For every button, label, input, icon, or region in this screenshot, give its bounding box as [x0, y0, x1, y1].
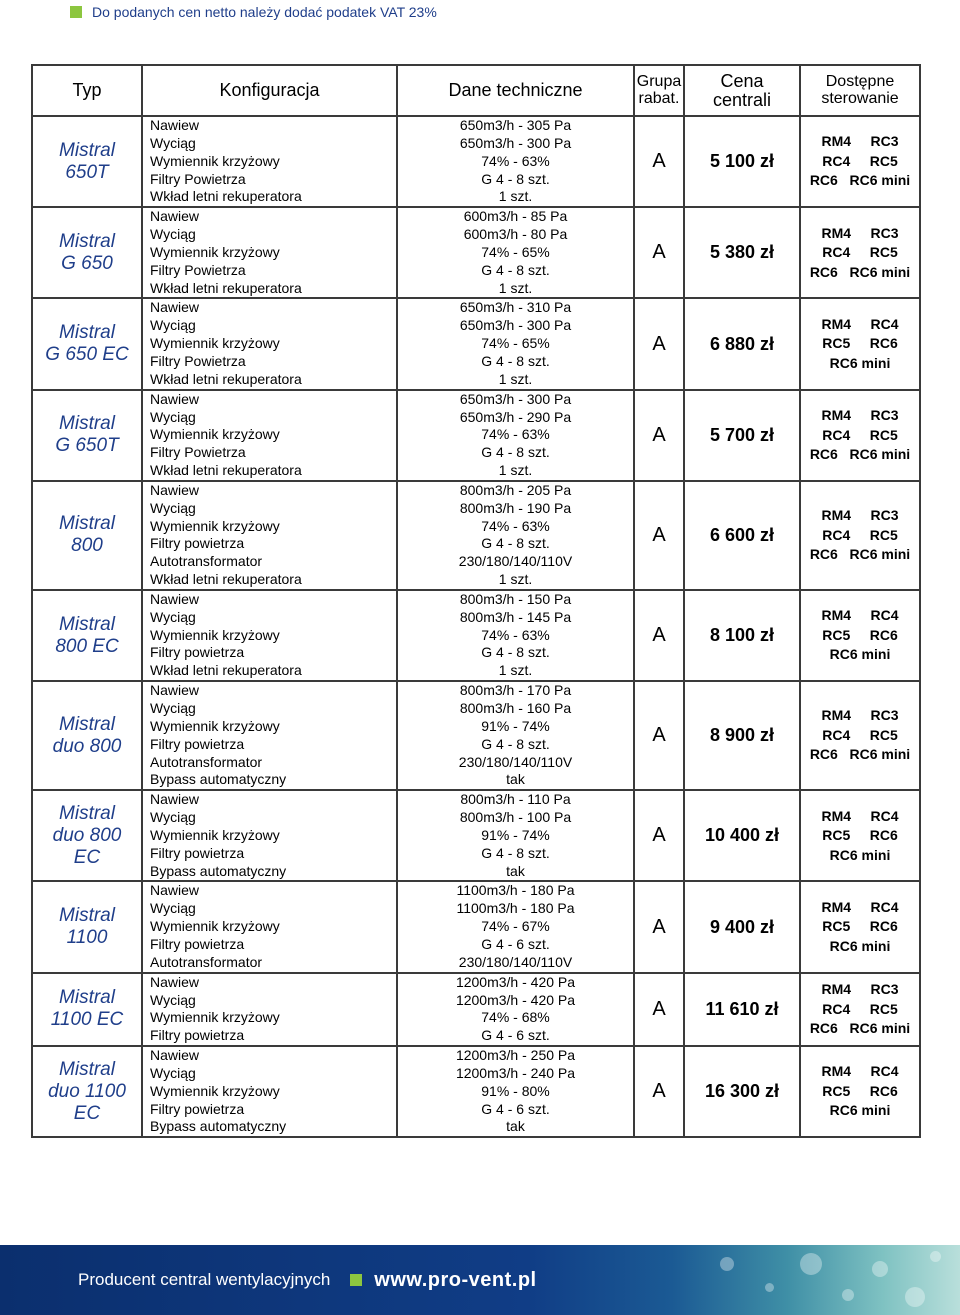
- configuration-item: Filtry powietrza: [150, 844, 245, 861]
- technical-data-cell: [397, 881, 634, 972]
- model-name-line: Mistral: [59, 987, 115, 1009]
- configuration-cell: [142, 390, 397, 481]
- control-option-line: RC4 RC5: [822, 1000, 898, 1017]
- control-option-line: RC6 RC6 mini: [809, 746, 911, 763]
- model-name-cell: [32, 481, 142, 590]
- model-name-cell: [32, 207, 142, 298]
- technical-data-item: G 4 - 8 szt.: [481, 844, 550, 861]
- discount-group-cell: A: [634, 590, 684, 681]
- table-body: [32, 116, 920, 1137]
- configuration-item: Wymiennik krzyżowy: [150, 626, 280, 643]
- footer-banner: [0, 1245, 960, 1315]
- available-controls-cell: [800, 590, 920, 681]
- table-row: [32, 390, 920, 481]
- technical-data-item: 1 szt.: [498, 370, 533, 387]
- technical-data-item: 650m3/h - 300 Pa: [459, 134, 572, 151]
- configuration-item: Wymiennik krzyżowy: [150, 517, 280, 534]
- control-option-line: RC5 RC6: [822, 827, 898, 844]
- control-option-line: RM4 RC4: [821, 607, 899, 624]
- price-table: [31, 64, 921, 1138]
- model-name-line: 800: [71, 535, 103, 557]
- technical-data-item: 74% - 67%: [481, 918, 550, 935]
- table-row: [32, 881, 920, 972]
- col-header-typ: Typ: [32, 65, 142, 116]
- technical-data-item: G 4 - 8 szt.: [481, 261, 550, 278]
- configuration-cell: [142, 973, 397, 1046]
- technical-data-item: tak: [506, 1118, 525, 1135]
- technical-data-item: 1 szt.: [498, 462, 533, 479]
- green-square-icon: [70, 6, 82, 18]
- configuration-item: Wkład letni rekuperatora: [150, 571, 302, 588]
- available-controls-cell: [800, 881, 920, 972]
- technical-data-cell: [397, 481, 634, 590]
- col-header-konfiguracja: Konfiguracja: [142, 65, 397, 116]
- technical-data-item: 230/180/140/110V: [458, 753, 573, 770]
- technical-data-cell: [397, 116, 634, 207]
- configuration-item: Wymiennik krzyżowy: [150, 918, 280, 935]
- configuration-item: Nawiew: [150, 791, 200, 808]
- configuration-item: Wkład letni rekuperatora: [150, 370, 302, 387]
- control-option-line: RC4 RC5: [822, 526, 898, 543]
- price-cell: 6 880 zł: [684, 298, 800, 389]
- configuration-item: Wyciąg: [150, 1064, 196, 1081]
- control-option-line: RC6 RC6 mini: [809, 446, 911, 463]
- model-name-line: Mistral: [59, 322, 115, 344]
- technical-data-item: 800m3/h - 145 Pa: [459, 608, 572, 625]
- control-option-line: RC6 RC6 mini: [809, 263, 911, 280]
- model-name-line: 650T: [65, 161, 109, 183]
- control-option-line: RM4 RC3: [821, 407, 899, 424]
- technical-data-item: 800m3/h - 110 Pa: [460, 791, 571, 808]
- configuration-cell: [142, 590, 397, 681]
- technical-data-item: 91% - 74%: [481, 826, 550, 843]
- technical-data-cell: [397, 1046, 634, 1137]
- control-option-line: RM4 RC3: [821, 133, 899, 150]
- technical-data-item: 1 szt.: [498, 662, 533, 679]
- control-option-line: RM4 RC3: [821, 224, 899, 241]
- technical-data-item: G 4 - 8 szt.: [481, 444, 550, 461]
- table-row: [32, 590, 920, 681]
- control-option-line: RC4 RC5: [822, 726, 898, 743]
- model-name-line: G 650T: [55, 435, 119, 457]
- configuration-item: Wymiennik krzyżowy: [150, 335, 280, 352]
- technical-data-item: tak: [506, 771, 525, 788]
- configuration-item: Wkład letni rekuperatora: [150, 462, 302, 479]
- control-option-line: RC5 RC6: [822, 626, 898, 643]
- configuration-item: Wymiennik krzyżowy: [150, 1082, 280, 1099]
- control-option-line: RC4 RC5: [822, 244, 898, 261]
- website-link[interactable]: www.pro-vent.pl: [374, 1268, 537, 1291]
- model-name-line: Mistral: [59, 713, 115, 735]
- price-cell: 8 900 zł: [684, 681, 800, 790]
- model-name-line: EC: [73, 1102, 101, 1124]
- technical-data-cell: [397, 207, 634, 298]
- configuration-item: Autotransformator: [150, 753, 263, 770]
- control-option-line: RM4 RC4: [821, 807, 899, 824]
- technical-data-item: 230/180/140/110V: [458, 953, 573, 970]
- col-header-grupa-line: Grupa: [636, 72, 682, 90]
- technical-data-item: 91% - 74%: [481, 717, 550, 734]
- discount-group-cell: A: [634, 390, 684, 481]
- technical-data-item: 74% - 65%: [481, 335, 550, 352]
- configuration-item: Bypass automatyczny: [150, 771, 287, 788]
- table-row: [32, 298, 920, 389]
- technical-data-item: G 4 - 8 szt.: [481, 352, 550, 369]
- col-header-dane: Dane techniczne: [397, 65, 634, 116]
- technical-data-cell: [397, 590, 634, 681]
- discount-group-cell: A: [634, 681, 684, 790]
- configuration-item: Wyciąg: [150, 991, 196, 1008]
- technical-data-item: 800m3/h - 100 Pa: [459, 809, 572, 826]
- price-cell: 16 300 zł: [684, 1046, 800, 1137]
- technical-data-item: 230/180/140/110V: [458, 553, 573, 570]
- technical-data-item: 800m3/h - 205 Pa: [459, 481, 572, 498]
- table-row: [32, 973, 920, 1046]
- water-drop-decoration: [872, 1261, 888, 1277]
- discount-group-cell: A: [634, 1046, 684, 1137]
- configuration-item: Nawiew: [150, 481, 200, 498]
- configuration-item: Autotransformator: [150, 553, 263, 570]
- configuration-item: Wyciąg: [150, 408, 196, 425]
- configuration-cell: [142, 298, 397, 389]
- price-cell: 5 700 zł: [684, 390, 800, 481]
- model-name-cell: [32, 681, 142, 790]
- technical-data-item: 74% - 63%: [481, 152, 550, 169]
- technical-data-item: 1200m3/h - 420 Pa: [455, 973, 576, 990]
- control-option-line: RM4 RC3: [821, 981, 899, 998]
- technical-data-item: G 4 - 6 szt.: [481, 935, 550, 952]
- technical-data-item: 650m3/h - 290 Pa: [459, 408, 572, 425]
- configuration-cell: [142, 1046, 397, 1137]
- configuration-item: Wymiennik krzyżowy: [150, 243, 280, 260]
- technical-data-cell: [397, 790, 634, 881]
- vat-note: [70, 2, 437, 22]
- configuration-item: Wymiennik krzyżowy: [150, 826, 280, 843]
- control-option-line: RC6 RC6 mini: [809, 546, 911, 563]
- water-drop-decoration: [930, 1251, 941, 1262]
- technical-data-item: 600m3/h - 80 Pa: [463, 226, 568, 243]
- model-name-line: Mistral: [59, 513, 115, 535]
- table-row: [32, 681, 920, 790]
- col-header-grupa-line: rabat.: [638, 89, 680, 107]
- technical-data-item: 1 szt.: [498, 571, 533, 588]
- configuration-item: Nawiew: [150, 208, 200, 225]
- control-option-line: RM4 RC3: [821, 707, 899, 724]
- control-option-line: RC6 RC6 mini: [809, 172, 911, 189]
- discount-group-cell: A: [634, 481, 684, 590]
- configuration-item: Wyciąg: [150, 134, 196, 151]
- vat-note-text: Do podanych cen netto należy dodać podatek VAT 23%: [92, 4, 437, 20]
- configuration-item: Wymiennik krzyżowy: [150, 152, 280, 169]
- table-row: [32, 116, 920, 207]
- configuration-item: Nawiew: [150, 882, 200, 899]
- technical-data-item: G 4 - 6 szt.: [481, 1027, 550, 1044]
- price-cell: 5 100 zł: [684, 116, 800, 207]
- configuration-item: Wyciąg: [150, 317, 196, 334]
- col-header-sterowanie: [800, 65, 920, 116]
- control-option-line: RC5 RC6: [822, 1082, 898, 1099]
- configuration-item: Autotransformator: [150, 953, 263, 970]
- configuration-item: Wymiennik krzyżowy: [150, 717, 280, 734]
- technical-data-item: 1200m3/h - 420 Pa: [455, 991, 576, 1008]
- configuration-cell: [142, 116, 397, 207]
- control-option-line: RM4 RC4: [821, 315, 899, 332]
- model-name-line: Mistral: [59, 230, 115, 252]
- configuration-item: Nawiew: [150, 390, 200, 407]
- control-option-line: RC5 RC6: [822, 335, 898, 352]
- discount-group-cell: A: [634, 973, 684, 1046]
- footer-tagline: Producent central wentylacyjnych: [78, 1270, 331, 1289]
- water-drop-decoration: [765, 1283, 774, 1292]
- price-cell: 5 380 zł: [684, 207, 800, 298]
- configuration-item: Wkład letni rekuperatora: [150, 279, 302, 296]
- technical-data-item: 650m3/h - 300 Pa: [459, 390, 572, 407]
- model-name-line: Mistral: [59, 413, 115, 435]
- table-row: [32, 481, 920, 590]
- model-name-cell: [32, 1046, 142, 1137]
- configuration-item: Wyciąg: [150, 608, 196, 625]
- technical-data-item: 650m3/h - 310 Pa: [459, 299, 572, 316]
- col-header-cena-line: centrali: [712, 89, 772, 110]
- technical-data-item: 1200m3/h - 250 Pa: [455, 1047, 576, 1064]
- configuration-item: Nawiew: [150, 117, 200, 133]
- water-drop-decoration: [905, 1287, 925, 1307]
- technical-data-item: 600m3/h - 85 Pa: [463, 208, 568, 225]
- configuration-item: Nawiew: [150, 682, 200, 699]
- control-option-line: RC5 RC6: [822, 918, 898, 935]
- discount-group-cell: A: [634, 790, 684, 881]
- control-option-line: RM4 RC3: [821, 507, 899, 524]
- model-name-cell: [32, 881, 142, 972]
- technical-data-item: 1100m3/h - 180 Pa: [456, 900, 575, 917]
- configuration-item: Filtry Powietrza: [150, 170, 246, 187]
- technical-data-item: G 4 - 6 szt.: [481, 1100, 550, 1117]
- configuration-item: Filtry powietrza: [150, 535, 245, 552]
- available-controls-cell: [800, 207, 920, 298]
- model-name-line: G 650: [61, 252, 113, 274]
- configuration-item: Nawiew: [150, 590, 200, 607]
- configuration-item: Filtry powietrza: [150, 644, 245, 661]
- available-controls-cell: [800, 1046, 920, 1137]
- configuration-item: Filtry powietrza: [150, 735, 245, 752]
- configuration-item: Wyciąg: [150, 700, 196, 716]
- price-cell: 10 400 zł: [684, 790, 800, 881]
- configuration-item: Filtry powietrza: [150, 935, 245, 952]
- technical-data-item: 1 szt.: [498, 188, 533, 205]
- model-name-line: duo 800: [52, 824, 122, 846]
- configuration-item: Wkład letni rekuperatora: [150, 662, 302, 679]
- col-header-cena: [684, 65, 800, 116]
- control-option-line: RC6 mini: [829, 646, 891, 663]
- footer-text: [78, 1267, 537, 1293]
- technical-data-item: 1 szt.: [498, 279, 533, 296]
- control-option-line: RC4 RC5: [822, 152, 898, 169]
- technical-data-item: 800m3/h - 150 Pa: [459, 590, 572, 607]
- model-name-cell: [32, 390, 142, 481]
- available-controls-cell: [800, 116, 920, 207]
- model-name-line: 1100: [66, 927, 108, 949]
- available-controls-cell: [800, 390, 920, 481]
- configuration-item: Wyciąg: [150, 809, 196, 826]
- model-name-cell: [32, 298, 142, 389]
- technical-data-item: 800m3/h - 160 Pa: [459, 700, 572, 716]
- configuration-cell: [142, 207, 397, 298]
- technical-data-cell: [397, 973, 634, 1046]
- control-option-line: RC6 mini: [829, 354, 891, 371]
- available-controls-cell: [800, 298, 920, 389]
- available-controls-cell: [800, 681, 920, 790]
- technical-data-item: 74% - 63%: [481, 426, 550, 443]
- model-name-line: Mistral: [59, 139, 115, 161]
- technical-data-item: 1100m3/h - 180 Pa: [456, 882, 575, 899]
- control-option-line: RC6 mini: [829, 1102, 891, 1119]
- water-drop-decoration: [720, 1257, 734, 1271]
- model-name-line: Mistral: [59, 1058, 115, 1080]
- model-name-line: 800 EC: [55, 635, 119, 657]
- model-name-line: Mistral: [59, 613, 115, 635]
- model-name-line: Mistral: [59, 905, 115, 927]
- model-name-line: 1100 EC: [50, 1009, 124, 1031]
- available-controls-cell: [800, 790, 920, 881]
- technical-data-item: G 4 - 8 szt.: [481, 170, 550, 187]
- model-name-cell: [32, 973, 142, 1046]
- discount-group-cell: A: [634, 881, 684, 972]
- configuration-cell: [142, 481, 397, 590]
- configuration-item: Filtry Powietrza: [150, 444, 246, 461]
- model-name-line: Mistral: [59, 802, 115, 824]
- technical-data-item: G 4 - 8 szt.: [481, 535, 550, 552]
- configuration-item: Wyciąg: [150, 226, 196, 243]
- control-option-line: RM4 RC4: [821, 1063, 899, 1080]
- model-name-line: EC: [73, 846, 101, 868]
- control-option-line: RC4 RC5: [822, 426, 898, 443]
- configuration-item: Wymiennik krzyżowy: [150, 1009, 280, 1026]
- technical-data-cell: [397, 390, 634, 481]
- technical-data-item: G 4 - 8 szt.: [481, 644, 550, 661]
- configuration-item: Filtry powietrza: [150, 1027, 245, 1044]
- col-header-grupa: [634, 65, 684, 116]
- configuration-item: Filtry Powietrza: [150, 261, 246, 278]
- technical-data-item: 650m3/h - 305 Pa: [459, 117, 572, 133]
- table-row: [32, 790, 920, 881]
- technical-data-item: 800m3/h - 190 Pa: [459, 499, 572, 516]
- price-cell: 6 600 zł: [684, 481, 800, 590]
- configuration-item: Bypass automatyczny: [150, 862, 287, 879]
- available-controls-cell: [800, 481, 920, 590]
- model-name-cell: [32, 116, 142, 207]
- table-row: [32, 1046, 920, 1137]
- configuration-item: Nawiew: [150, 1047, 200, 1064]
- technical-data-item: 1200m3/h - 240 Pa: [455, 1064, 576, 1081]
- green-square-icon: [350, 1274, 362, 1286]
- technical-data-item: 650m3/h - 300 Pa: [459, 317, 572, 334]
- technical-data-cell: [397, 681, 634, 790]
- technical-data-item: 74% - 65%: [481, 243, 550, 260]
- control-option-line: RC6 mini: [829, 937, 891, 954]
- col-header-cena-line: Cena: [720, 70, 764, 91]
- control-option-line: RM4 RC4: [821, 898, 899, 915]
- model-name-cell: [32, 590, 142, 681]
- configuration-item: Nawiew: [150, 973, 200, 990]
- configuration-item: Nawiew: [150, 299, 200, 316]
- col-header-sterowanie-line: Dostępne: [825, 72, 895, 90]
- technical-data-item: G 4 - 8 szt.: [481, 735, 550, 752]
- technical-data-item: 74% - 63%: [481, 626, 550, 643]
- control-option-line: RC6 RC6 mini: [809, 1020, 911, 1037]
- configuration-cell: [142, 881, 397, 972]
- water-drop-decoration: [842, 1289, 854, 1301]
- model-name-cell: [32, 790, 142, 881]
- price-cell: 9 400 zł: [684, 881, 800, 972]
- technical-data-item: 800m3/h - 170 Pa: [459, 682, 572, 699]
- configuration-item: Filtry powietrza: [150, 1100, 245, 1117]
- model-name-line: duo 1100: [48, 1080, 126, 1102]
- table-row: [32, 207, 920, 298]
- table-header-row: [32, 65, 920, 116]
- discount-group-cell: A: [634, 116, 684, 207]
- technical-data-item: tak: [506, 862, 525, 879]
- configuration-item: Wkład letni rekuperatora: [150, 188, 302, 205]
- model-name-line: G 650 EC: [45, 344, 129, 366]
- water-drop-decoration: [800, 1253, 822, 1275]
- discount-group-cell: A: [634, 207, 684, 298]
- configuration-item: Wymiennik krzyżowy: [150, 426, 280, 443]
- model-name-line: duo 800: [52, 735, 122, 757]
- technical-data-item: 91% - 80%: [481, 1082, 550, 1099]
- technical-data-item: 74% - 68%: [481, 1009, 550, 1026]
- configuration-item: Wyciąg: [150, 499, 196, 516]
- price-cell: 8 100 zł: [684, 590, 800, 681]
- configuration-item: Wyciąg: [150, 900, 196, 917]
- configuration-item: Bypass automatyczny: [150, 1118, 287, 1135]
- available-controls-cell: [800, 973, 920, 1046]
- configuration-cell: [142, 681, 397, 790]
- discount-group-cell: A: [634, 298, 684, 389]
- technical-data-cell: [397, 298, 634, 389]
- col-header-sterowanie-line: sterowanie: [821, 89, 899, 107]
- price-cell: 11 610 zł: [684, 973, 800, 1046]
- technical-data-item: 74% - 63%: [481, 517, 550, 534]
- control-option-line: RC6 mini: [829, 846, 891, 863]
- configuration-cell: [142, 790, 397, 881]
- configuration-item: Filtry Powietrza: [150, 352, 246, 369]
